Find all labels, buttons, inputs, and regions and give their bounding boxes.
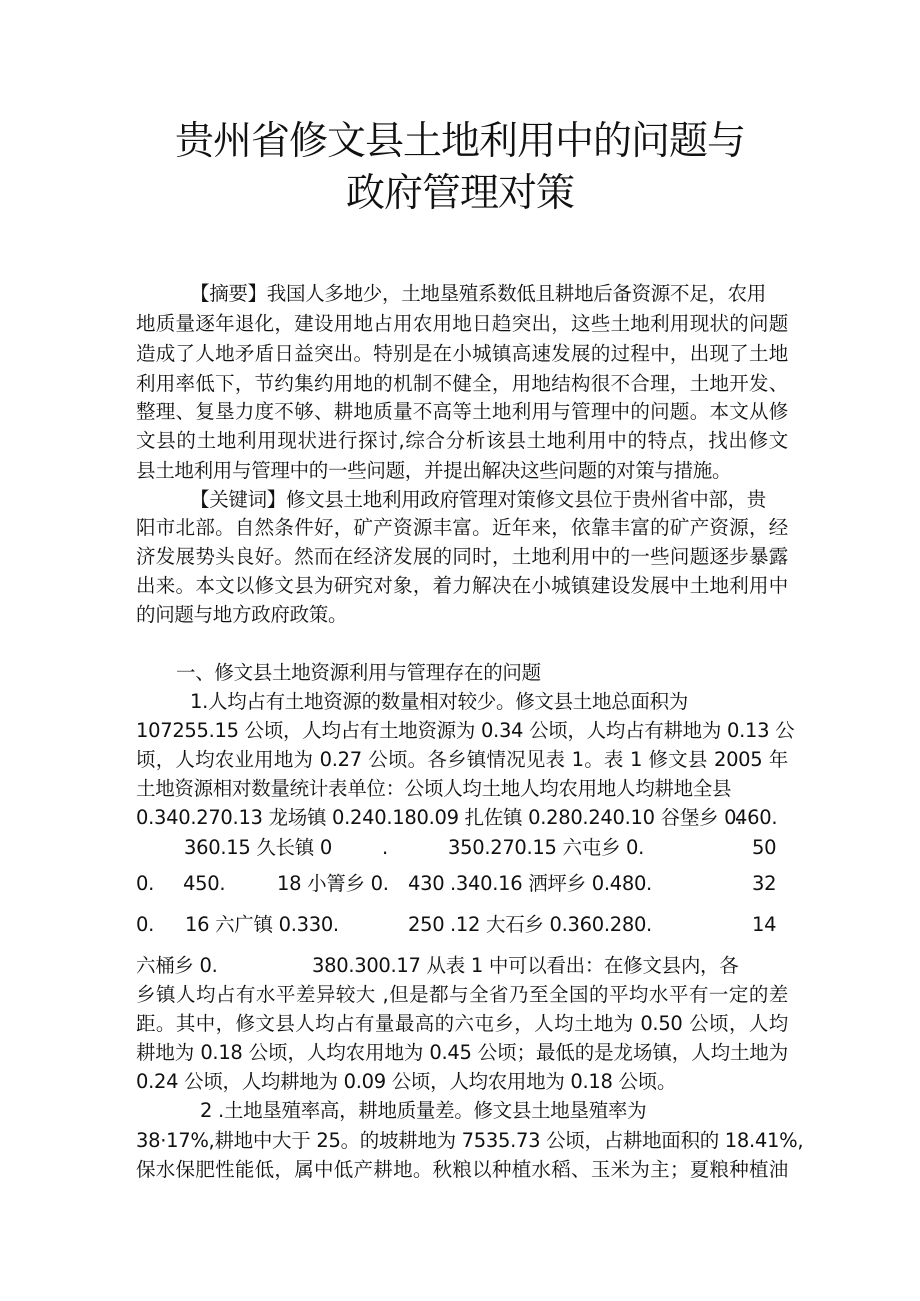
table-fragment: 450. [183,872,226,895]
paragraph-line: 保水保肥性能低，属中低产耕地。秋粮以种植水稻、玉米为主；夏粮种植油 [136,1158,788,1181]
table-fragment: 360.15 久长镇 0 [184,836,332,859]
abstract-line: 整理、复垦力度不够、耕地质量不高等土地利用与管理中的问题。本文从修 [136,400,788,423]
table-fragment: 50 [752,836,777,859]
keywords-line: 阳市北部。自然条件好，矿产资源丰富。近年来，依靠丰富的矿产资源，经 [136,516,788,539]
document-title-line-1: 贵州省修文县土地利用中的问题与 [174,119,745,164]
document-title-line-2: 政府管理对策 [345,171,574,216]
paragraph-line: 乡镇人均占有水平差异较大 ,但是都与全省乃至全国的平均水平有一定的差 [136,983,788,1006]
paragraph-line: 0.24 公顷，人均耕地为 0.09 公顷，人均农用地为 0.18 公顷。 [136,1070,677,1093]
abstract-line: 县土地利用与管理中的一些问题，并提出解决这些问题的对策与措施。 [136,459,732,482]
table-fragment: 0. [136,913,155,936]
table-fragment: 18 小箐乡 0. [277,872,389,895]
table-fragment: 430 [408,872,445,895]
abstract-line: 文县的土地利用现状进行探讨,综合分析该县土地利用中的特点，找出修文 [136,429,788,452]
section-heading: 一、修文县土地资源利用与管理存在的问题 [176,661,541,684]
paragraph-line: 耕地为 0.18 公顷，人均农用地为 0.45 公顷；最低的是龙场镇，人均土地为 [136,1041,788,1064]
abstract-line: 造成了人地矛盾日益突出。特别是在小城镇高速发展的过程中，出现了土地 [136,342,788,365]
paragraph-line: 38·17%,耕地中大于 25。的坡耕地为 7535.73 公顷，占耕地面积的 18.41%, [136,1129,804,1152]
keywords-line: 出来。本文以修文县为研究对象，着力解决在小城镇建设发展中土地利用中 [136,574,788,597]
table-fragment: .12 大石乡 0.360.280. [450,913,652,936]
table-fragment: 14 [752,913,777,936]
keywords-line: 的问题与地方政府政策。 [136,603,348,626]
paragraph-line: 1.人均占有土地资源的数量相对较少。修文县土地总面积为 [190,690,689,713]
abstract-line: 地质量逐年退化，建设用地占用农用地日趋突出，这些土地利用现状的问题 [136,312,788,335]
table-fragment: 250 [408,913,445,936]
paragraph-line: 土地资源相对数量统计表单位：公顷人均土地人均农用地人均耕地全县 [136,777,732,800]
table-fragment: . [382,836,388,859]
table-fragment: 16 六广镇 0.330. [185,913,339,936]
table-fragment: 0. [136,872,155,895]
table-fragment: 六桶乡 0. [136,954,218,977]
keywords-line: 济发展势头良好。然而在经济发展的同时，土地利用中的一些问题逐步暴露 [136,545,788,568]
table-fragment: .340.16 洒坪乡 0.480. [450,872,652,895]
paragraph-line: 距。其中，修文县人均占有量最高的六屯乡，人均土地为 0.50 公顷，人均 [136,1012,788,1035]
table-fragment: 380.300.17 从表 1 中可以看出：在修文县内，各 [312,954,739,977]
table-fragment: 32 [752,872,777,895]
abstract-line: 利用率低下，节约集约用地的机制不健全，用地结构很不合理，土地开发、 [136,372,788,395]
table-fragment: 350.270.15 六屯乡 0. [448,836,645,859]
table-fragment: 460. [735,806,778,829]
paragraph-line: 2 .土地垦殖率高，耕地质量差。修文县土地垦殖率为 [200,1099,647,1122]
abstract-line: 【摘要】我国人多地少，土地垦殖系数低且耕地后备资源不足，农用 [190,282,767,305]
keywords-line: 【关键词】修文县土地利用政府管理对策修文县位于贵州省中部，贵 [190,488,767,511]
paragraph-line: 顷，人均农业用地为 0.27 公顷。各乡镇情况见表 1。表 1 修文县 2005 年 [136,748,788,771]
table-fragment: 0.340.270.13 龙场镇 0.240.180.09 扎佐镇 0.280.240.10 谷堡乡 0. [136,806,743,829]
paragraph-line: 107255.15 公顷，人均占有土地资源为 0.34 公顷，人均占有耕地为 0.13 公 [136,719,795,742]
